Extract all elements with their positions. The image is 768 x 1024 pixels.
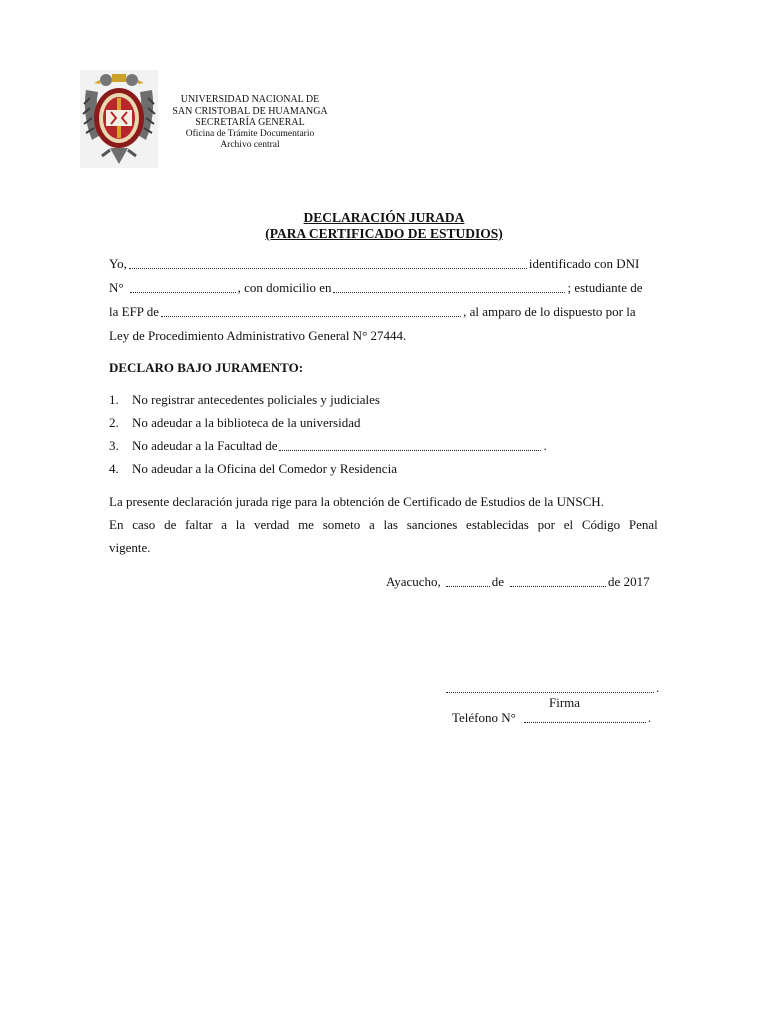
closing-word: Código xyxy=(581,517,621,532)
closing-line-3 xyxy=(109,540,658,556)
closing-word: por xyxy=(537,517,555,532)
law-intro-label: , al amparo de lo dispuesto por la xyxy=(463,304,636,319)
list-item xyxy=(109,438,547,454)
list-number: 2. xyxy=(109,415,119,430)
yo-label: Yo, xyxy=(109,256,127,271)
closing-word: Penal xyxy=(628,517,658,532)
closing-text-1: La presente declaración jurada rige para la obtención de Certificado de Estudios de la UNSCH. xyxy=(109,494,604,509)
list-text: No adeudar a la Oficina del Comedor y Residencia xyxy=(132,461,397,476)
signature-end: . xyxy=(656,680,660,695)
closing-word: establecidas xyxy=(466,517,529,532)
closing-word: me xyxy=(298,517,314,532)
faculty-end: . xyxy=(543,438,547,453)
declaro-text: DECLARO BAJO JURAMENTO: xyxy=(109,360,304,375)
paragraph-line-4 xyxy=(109,328,658,344)
list-text: No adeudar a la Facultad de xyxy=(132,438,278,453)
institution-line-5: Archivo central xyxy=(220,140,280,150)
closing-word: la xyxy=(235,517,246,532)
paragraph-line-1 xyxy=(109,256,658,272)
dni-blank[interactable] xyxy=(130,283,236,293)
closing-word: el xyxy=(563,517,574,532)
institution-line-3: SECRETARÍA GENERAL xyxy=(195,117,305,128)
list-text: No adeudar a la biblioteca de la universidad xyxy=(132,415,361,430)
document-subtitle: (PARA CERTIFICADO DE ESTUDIOS) xyxy=(265,226,503,241)
efp-label: la EFP de xyxy=(109,304,160,319)
signature-label xyxy=(549,695,580,711)
list-item xyxy=(109,415,361,431)
efp-blank[interactable] xyxy=(161,307,461,317)
month-blank[interactable] xyxy=(510,577,606,587)
number-label: N° xyxy=(109,280,124,295)
closing-word: de xyxy=(164,517,177,532)
phone-line xyxy=(452,710,651,726)
student-label: ; estudiante de xyxy=(567,280,643,295)
firma-text: Firma xyxy=(549,695,581,710)
law-reference: Ley de Procedimiento Administrativo General N° 27444. xyxy=(109,328,407,343)
place-label: Ayacucho, xyxy=(386,574,441,589)
list-number: 4. xyxy=(109,461,119,476)
phone-label: Teléfono N° xyxy=(452,710,516,725)
date-line xyxy=(386,574,650,590)
closing-text-3: vigente. xyxy=(109,540,151,555)
day-blank[interactable] xyxy=(446,577,490,587)
phone-end: . xyxy=(647,710,652,725)
institution-header xyxy=(168,94,332,152)
closing-line-2 xyxy=(109,517,658,533)
closing-word: someto xyxy=(322,517,361,532)
closing-word: faltar xyxy=(185,517,213,532)
closing-word: sanciones xyxy=(406,517,458,532)
document-title: DECLARACIÓN JURADA xyxy=(303,210,465,225)
institution-line-2: SAN CRISTOBAL DE HUAMANGA xyxy=(172,105,328,117)
institution-line-1: UNIVERSIDAD NACIONAL DE xyxy=(180,94,320,105)
name-blank[interactable] xyxy=(129,259,527,269)
dni-label: identificado con DNI xyxy=(528,256,640,271)
faculty-blank[interactable] xyxy=(279,441,541,451)
closing-line-1 xyxy=(109,494,658,510)
address-blank[interactable] xyxy=(333,283,565,293)
paragraph-line-3 xyxy=(109,304,658,320)
year-label: de 2017 xyxy=(608,574,650,589)
signature-line xyxy=(444,680,659,696)
list-number: 1. xyxy=(109,392,119,407)
list-item xyxy=(109,461,397,477)
university-crest-logo xyxy=(80,70,158,168)
list-number: 3. xyxy=(109,438,119,453)
closing-word: caso xyxy=(132,517,156,532)
institution-line-4: Oficina de Trámite Documentario xyxy=(185,128,315,139)
closing-word: las xyxy=(383,517,398,532)
domicile-label: , con domicilio en xyxy=(237,280,332,295)
closing-word: verdad xyxy=(253,517,290,532)
paragraph-line-2 xyxy=(109,280,658,296)
closing-word: En xyxy=(109,517,124,532)
closing-word: a xyxy=(221,517,228,532)
declaro-heading xyxy=(109,360,658,376)
list-text: No registrar antecedentes policiales y judiciales xyxy=(132,392,380,407)
signature-blank[interactable] xyxy=(446,683,654,693)
list-item xyxy=(109,392,380,408)
phone-blank[interactable] xyxy=(524,713,646,723)
closing-word: a xyxy=(369,517,375,532)
date-de-label: de xyxy=(491,574,505,589)
